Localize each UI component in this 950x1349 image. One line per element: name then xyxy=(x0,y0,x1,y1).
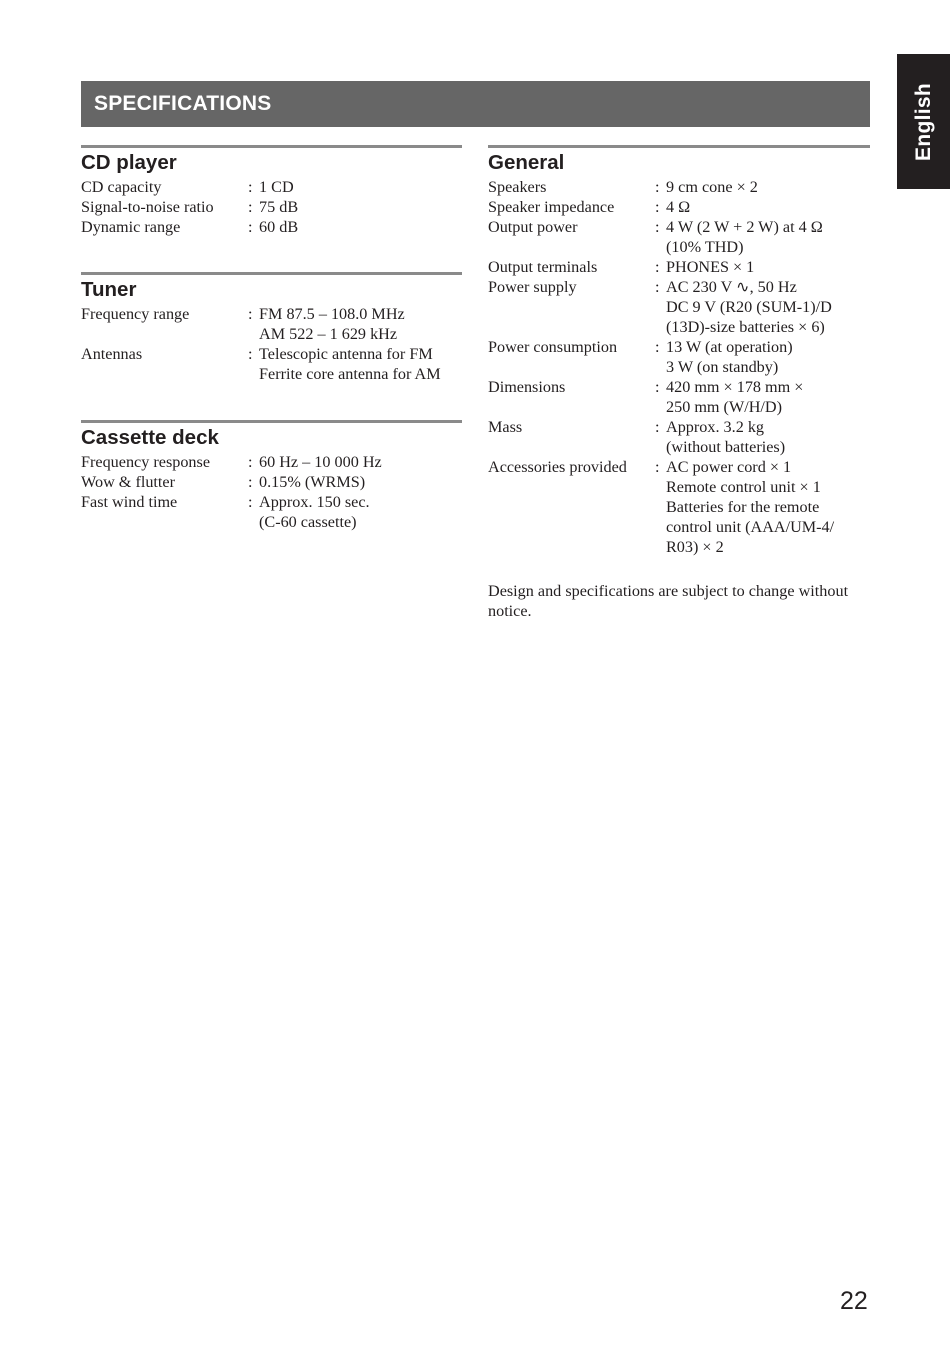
spec-colon: : xyxy=(655,218,660,236)
spec-row xyxy=(488,197,870,217)
section-cd-player xyxy=(81,145,462,237)
spec-value xyxy=(259,492,462,532)
spec-row xyxy=(488,277,870,337)
spec-row xyxy=(81,472,462,492)
spec-value xyxy=(259,177,462,197)
spec-row xyxy=(488,177,870,197)
spec-label: Power supply xyxy=(488,278,577,296)
section-tuner xyxy=(81,272,462,384)
spec-colon: : xyxy=(655,198,660,216)
spec-value xyxy=(259,197,462,217)
spec-label: Dimensions xyxy=(488,378,566,396)
spec-rows xyxy=(81,177,462,237)
spec-value xyxy=(259,452,462,472)
section-title: General xyxy=(488,151,565,174)
spec-row xyxy=(488,257,870,277)
spec-row xyxy=(81,217,462,237)
spec-colon: : xyxy=(248,493,253,511)
spec-value-line: Telescopic antenna for FM xyxy=(259,345,433,363)
spec-value xyxy=(666,257,870,277)
spec-value xyxy=(666,337,870,377)
spec-value-line: 60 Hz – 10 000 Hz xyxy=(259,453,382,471)
spec-colon: : xyxy=(248,345,253,363)
spec-value-line: Remote control unit × 1 xyxy=(666,478,821,496)
spec-value-line: R03) × 2 xyxy=(666,538,724,556)
section-title: Cassette deck xyxy=(81,426,219,449)
section-rule xyxy=(81,272,462,275)
section-cassette-deck xyxy=(81,420,462,532)
spec-value xyxy=(259,472,462,492)
section-general xyxy=(488,145,870,557)
language-tab xyxy=(897,54,950,189)
spec-label: Output terminals xyxy=(488,258,598,276)
spec-row xyxy=(488,457,870,557)
spec-label: Accessories provided xyxy=(488,458,627,476)
spec-value-line: 1 CD xyxy=(259,178,294,196)
spec-row xyxy=(488,337,870,377)
specifications-banner xyxy=(81,81,870,127)
spec-rows xyxy=(81,452,462,532)
spec-label: CD capacity xyxy=(81,178,162,196)
spec-value-line: FM 87.5 – 108.0 MHz xyxy=(259,305,405,323)
spec-value xyxy=(666,217,870,257)
spec-label: Signal-to-noise ratio xyxy=(81,198,214,216)
spec-value-line: Approx. 150 sec. xyxy=(259,493,370,511)
spec-value-line: 4 W (2 W + 2 W) at 4 Ω xyxy=(666,218,823,236)
spec-row xyxy=(81,177,462,197)
spec-label: Dynamic range xyxy=(81,218,181,236)
spec-value-line: DC 9 V (R20 (SUM-1)/D xyxy=(666,298,832,316)
page-number: 22 xyxy=(840,1287,868,1315)
spec-value-line: 3 W (on standby) xyxy=(666,358,779,376)
spec-value-line: AM 522 – 1 629 kHz xyxy=(259,325,398,343)
spec-value xyxy=(259,344,462,384)
spec-label: Fast wind time xyxy=(81,493,178,511)
spec-colon: : xyxy=(655,338,660,356)
spec-label: Frequency range xyxy=(81,305,190,323)
spec-label: Mass xyxy=(488,418,523,436)
spec-colon: : xyxy=(248,178,253,196)
spec-label: Frequency response xyxy=(81,453,211,471)
spec-value-line: (C-60 cassette) xyxy=(259,513,357,531)
section-rule xyxy=(81,420,462,423)
spec-colon: : xyxy=(248,305,253,323)
spec-colon: : xyxy=(655,258,660,276)
spec-value-line: AC 230 V ∿, 50 Hz xyxy=(666,278,797,296)
spec-colon: : xyxy=(248,473,253,491)
spec-value-line: (without batteries) xyxy=(666,438,786,456)
spec-label: Speakers xyxy=(488,178,547,196)
spec-rows xyxy=(488,177,870,557)
spec-colon: : xyxy=(248,453,253,471)
spec-label: Wow & flutter xyxy=(81,473,176,491)
spec-label: Power consumption xyxy=(488,338,618,356)
spec-row xyxy=(488,217,870,257)
spec-label: Speaker impedance xyxy=(488,198,615,216)
spec-colon: : xyxy=(655,418,660,436)
spec-value-line: 420 mm × 178 mm × xyxy=(666,378,804,396)
spec-colon: : xyxy=(248,198,253,216)
spec-row xyxy=(488,417,870,457)
spec-value-line: AC power cord × 1 xyxy=(666,458,792,476)
spec-value-line: PHONES × 1 xyxy=(666,258,755,276)
spec-value xyxy=(666,177,870,197)
spec-rows xyxy=(81,304,462,384)
spec-value xyxy=(666,277,870,337)
language-tab-label: English xyxy=(911,82,935,161)
spec-value xyxy=(666,417,870,457)
spec-value xyxy=(259,304,462,344)
spec-label: Output power xyxy=(488,218,578,236)
spec-value-line: 4 Ω xyxy=(666,198,691,216)
spec-value-line: 250 mm (W/H/D) xyxy=(666,398,782,416)
section-title: Tuner xyxy=(81,278,137,301)
section-rule xyxy=(81,145,462,148)
footnote: Design and specifications are subject to change without notice. xyxy=(488,582,849,620)
spec-value-line: (13D)-size batteries × 6) xyxy=(666,318,825,336)
banner-title: SPECIFICATIONS xyxy=(94,92,272,115)
spec-row xyxy=(488,377,870,417)
spec-value-line: 75 dB xyxy=(259,198,299,216)
spec-colon: : xyxy=(655,278,660,296)
spec-value-line: control unit (AAA/UM-4/ xyxy=(666,518,835,536)
section-title: CD player xyxy=(81,151,177,174)
spec-value-line: Ferrite core antenna for AM xyxy=(259,365,441,383)
spec-value-line: 0.15% (WRMS) xyxy=(259,473,366,491)
spec-value-line: 60 dB xyxy=(259,218,299,236)
spec-colon: : xyxy=(655,378,660,396)
spec-colon: : xyxy=(655,458,660,476)
spec-row xyxy=(81,197,462,217)
section-rule xyxy=(488,145,870,148)
spec-colon: : xyxy=(655,178,660,196)
spec-value-line: Approx. 3.2 kg xyxy=(666,418,765,436)
spec-value-line: 13 W (at operation) xyxy=(666,338,793,356)
spec-row xyxy=(81,492,462,532)
spec-row xyxy=(81,304,462,344)
spec-row xyxy=(81,344,462,384)
spec-value-line: 9 cm cone × 2 xyxy=(666,178,758,196)
spec-value-line: (10% THD) xyxy=(666,238,744,256)
spec-value xyxy=(666,197,870,217)
spec-value-line: Batteries for the remote xyxy=(666,498,820,516)
spec-value xyxy=(259,217,462,237)
spec-colon: : xyxy=(248,218,253,236)
spec-value xyxy=(666,377,870,417)
spec-value xyxy=(666,457,870,557)
spec-label: Antennas xyxy=(81,345,143,363)
spec-row xyxy=(81,452,462,472)
